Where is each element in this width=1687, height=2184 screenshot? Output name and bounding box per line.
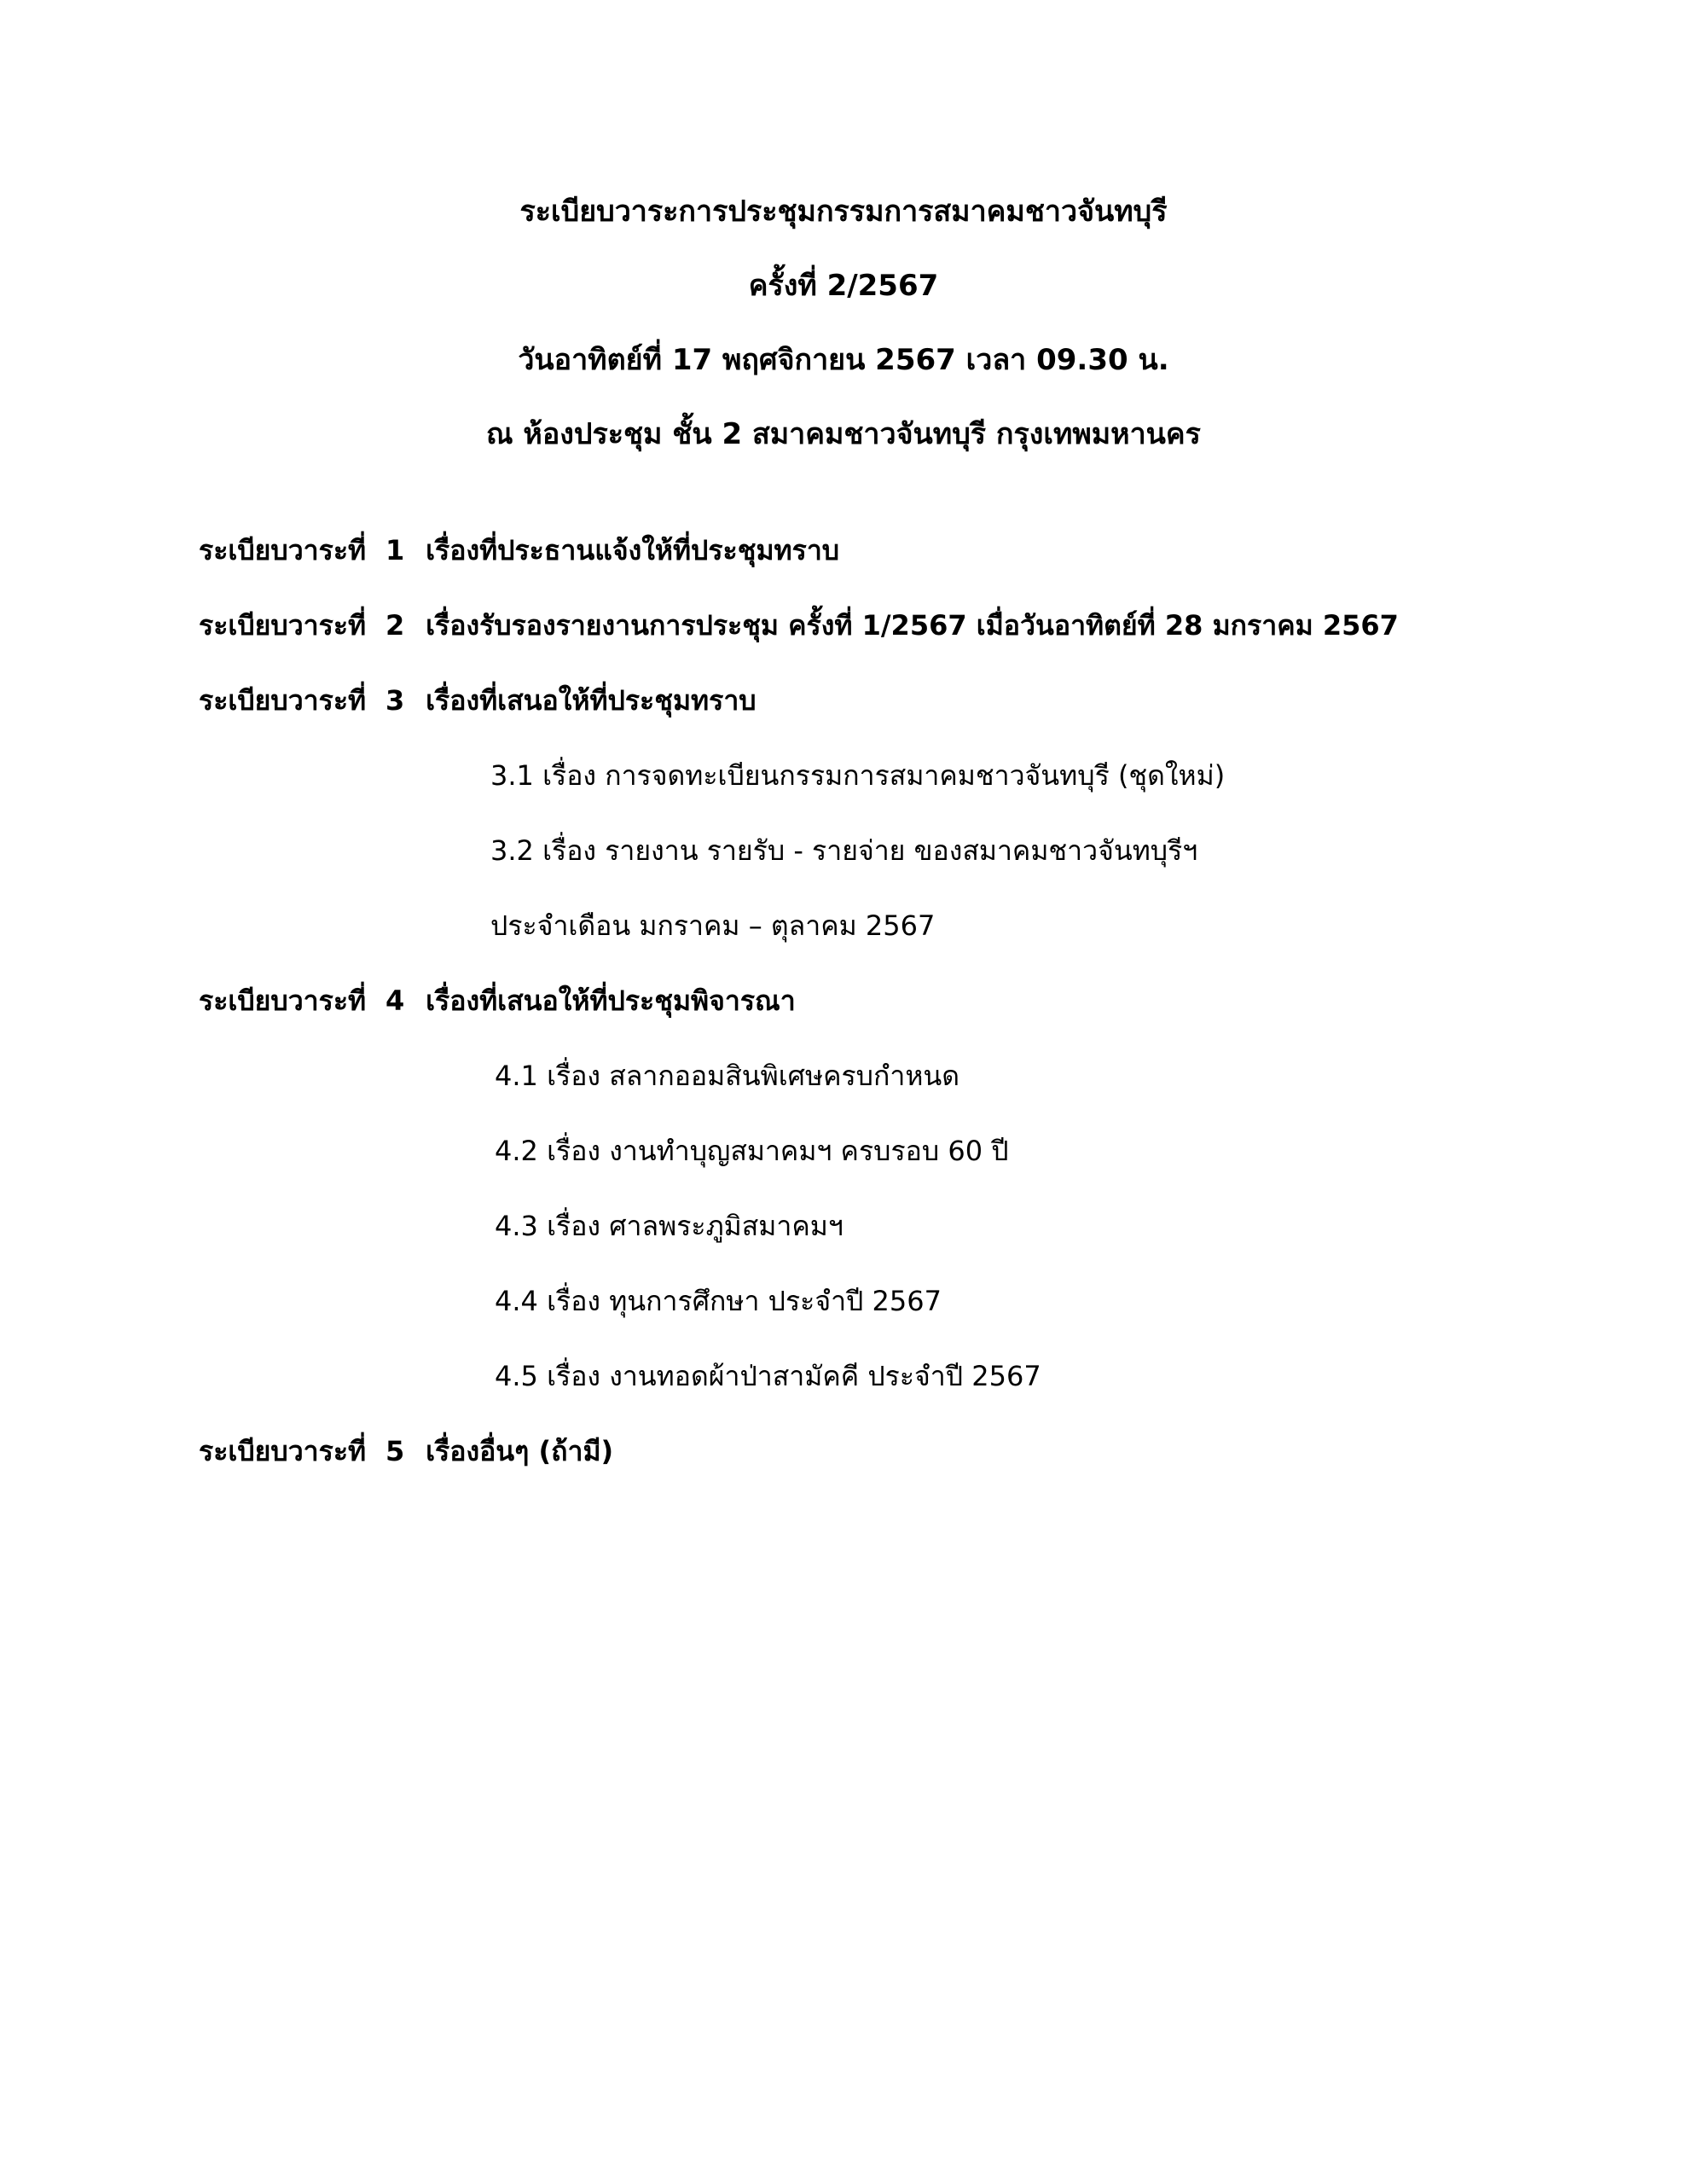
agenda-item-text: เรื่องที่เสนอให้ที่ประชุมทราบ xyxy=(426,684,757,717)
agenda-sub-item-3-1: 3.1 เรื่อง การจดทะเบียนกรรมการสมาคมชาวจันทบุรี (ชุดใหม่) xyxy=(490,759,1226,792)
agenda-list xyxy=(199,525,1580,1501)
agenda-item-label: ระเบียบวาระที่ xyxy=(199,985,367,1017)
agenda-title: ระเบียบวาระการประชุมกรรมการสมาคมชาวจันทบุรี xyxy=(519,195,1168,229)
agenda-item-number: 1 xyxy=(385,534,405,566)
agenda-item-label: ระเบียบวาระที่ xyxy=(199,684,367,717)
agenda-item-1 xyxy=(199,525,1580,600)
agenda-item-text: เรื่องอื่นๆ (ถ้ามี) xyxy=(426,1435,614,1467)
agenda-item-text: เรื่องที่เสนอให้ที่ประชุมพิจารณา xyxy=(426,985,796,1017)
meeting-session: ครั้งที่ 2/2567 xyxy=(748,269,939,303)
agenda-sub-item-3-2: 3.2 เรื่อง รายงาน รายรับ - รายจ่าย ของสมาคมชาวจันทบุรีฯ xyxy=(490,834,1198,867)
agenda-item-text: เรื่องที่ประธานแจ้งให้ที่ประชุมทราบ xyxy=(426,534,840,566)
agenda-item-number: 2 xyxy=(385,609,405,642)
document-header xyxy=(0,175,1687,472)
agenda-sub-item-4-5: 4.5 เรื่อง งานทอดผ้าป่าสามัคคี ประจำปี 2567 xyxy=(495,1360,1041,1392)
agenda-sub-item-3-2-continued: ประจำเดือน มกราคม – ตุลาคม 2567 xyxy=(490,909,936,942)
meeting-venue: ณ ห้องประชุม ชั้น 2 สมาคมชาวจันทบุรี กรุงเทพมหานคร xyxy=(486,417,1201,451)
agenda-item-5 xyxy=(199,1426,1580,1501)
agenda-item-3 xyxy=(199,675,1580,750)
agenda-item-label: ระเบียบวาระที่ xyxy=(199,534,367,566)
agenda-sub-item-4-3: 4.3 เรื่อง ศาลพระภูมิสมาคมฯ xyxy=(495,1210,844,1242)
agenda-item-number: 3 xyxy=(385,684,405,717)
agenda-item-number: 4 xyxy=(385,985,405,1017)
agenda-item-label: ระเบียบวาระที่ xyxy=(199,609,367,642)
agenda-sub-item-4-1: 4.1 เรื่อง สลากออมสินพิเศษครบกำหนด xyxy=(495,1060,960,1092)
agenda-item-text: เรื่องรับรองรายงานการประชุม ครั้งที่ 1/2567 เมื่อวันอาทิตย์ที่ 28 มกราคม 2567 xyxy=(426,609,1399,642)
agenda-item-label: ระเบียบวาระที่ xyxy=(199,1435,367,1467)
agenda-item-2 xyxy=(199,600,1580,675)
agenda-item-number: 5 xyxy=(385,1435,405,1467)
agenda-item-4 xyxy=(199,975,1580,1050)
meeting-datetime: วันอาทิตย์ที่ 17 พฤศจิกายน 2567 เวลา 09.30 น. xyxy=(518,343,1169,377)
agenda-sub-item-4-4: 4.4 เรื่อง ทุนการศึกษา ประจำปี 2567 xyxy=(495,1285,942,1317)
agenda-sub-item-4-2: 4.2 เรื่อง งานทำบุญสมาคมฯ ครบรอบ 60 ปี xyxy=(495,1135,1009,1167)
